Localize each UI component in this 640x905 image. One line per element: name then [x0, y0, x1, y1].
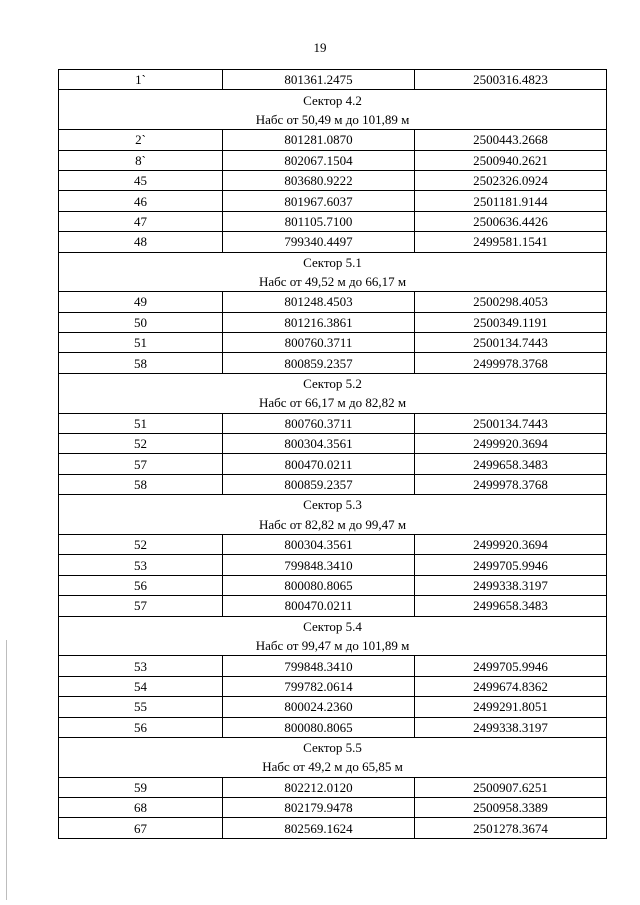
- y-coordinate-cell: 2499291.8051: [415, 697, 607, 717]
- point-number-cell: 50: [59, 312, 223, 332]
- x-coordinate-cell: 800304.3561: [223, 534, 415, 554]
- sector-range-row: [59, 757, 607, 777]
- sector-title-row: [59, 616, 607, 636]
- sector-range-row: [59, 110, 607, 130]
- point-number-cell: 47: [59, 211, 223, 231]
- x-coordinate-cell: 800470.0211: [223, 454, 415, 474]
- point-number-cell: 48: [59, 232, 223, 252]
- point-number-cell: 52: [59, 534, 223, 554]
- point-number-cell: 57: [59, 454, 223, 474]
- table-row: [59, 333, 607, 353]
- point-number-cell: 57: [59, 596, 223, 616]
- table-row: [59, 150, 607, 170]
- y-coordinate-cell: 2501181.9144: [415, 191, 607, 211]
- table-row: [59, 413, 607, 433]
- x-coordinate-cell: 801248.4503: [223, 292, 415, 312]
- scan-edge-line: [6, 640, 7, 900]
- x-coordinate-cell: 803680.9222: [223, 170, 415, 190]
- table-row: [59, 191, 607, 211]
- point-number-cell: 56: [59, 717, 223, 737]
- point-number-cell: 46: [59, 191, 223, 211]
- sector-title-row: [59, 90, 607, 110]
- point-number-cell: 68: [59, 798, 223, 818]
- point-number-cell: 2`: [59, 130, 223, 150]
- table-row: [59, 534, 607, 554]
- sector-title: Сектор 5.3: [59, 495, 607, 515]
- table-row: [59, 555, 607, 575]
- table-row: [59, 353, 607, 373]
- sector-height-range: Набс от 82,82 м до 99,47 м: [59, 515, 607, 535]
- x-coordinate-cell: 800080.8065: [223, 575, 415, 595]
- sector-range-row: [59, 393, 607, 413]
- point-number-cell: 67: [59, 818, 223, 838]
- x-coordinate-cell: 801216.3861: [223, 312, 415, 332]
- x-coordinate-cell: 799782.0614: [223, 676, 415, 696]
- x-coordinate-cell: 801281.0870: [223, 130, 415, 150]
- sector-range-row: [59, 636, 607, 656]
- x-coordinate-cell: 800024.2360: [223, 697, 415, 717]
- coordinates-table: [58, 69, 607, 839]
- y-coordinate-cell: 2500907.6251: [415, 777, 607, 797]
- y-coordinate-cell: 2499581.1541: [415, 232, 607, 252]
- table-row: [59, 818, 607, 838]
- table-row: [59, 717, 607, 737]
- x-coordinate-cell: 800859.2357: [223, 353, 415, 373]
- x-coordinate-cell: 800470.0211: [223, 596, 415, 616]
- table-row: [59, 656, 607, 676]
- y-coordinate-cell: 2500298.4053: [415, 292, 607, 312]
- point-number-cell: 1`: [59, 70, 223, 90]
- point-number-cell: 55: [59, 697, 223, 717]
- point-number-cell: 59: [59, 777, 223, 797]
- y-coordinate-cell: 2499920.3694: [415, 534, 607, 554]
- y-coordinate-cell: 2500958.3389: [415, 798, 607, 818]
- coordinates-table-body: [59, 70, 607, 839]
- table-row: [59, 170, 607, 190]
- point-number-cell: 52: [59, 434, 223, 454]
- y-coordinate-cell: 2500134.7443: [415, 333, 607, 353]
- x-coordinate-cell: 800859.2357: [223, 474, 415, 494]
- y-coordinate-cell: 2501278.3674: [415, 818, 607, 838]
- sector-title-row: [59, 252, 607, 272]
- y-coordinate-cell: 2500316.4823: [415, 70, 607, 90]
- x-coordinate-cell: 801967.6037: [223, 191, 415, 211]
- sector-title: Сектор 5.1: [59, 252, 607, 272]
- table-row: [59, 798, 607, 818]
- x-coordinate-cell: 800760.3711: [223, 333, 415, 353]
- y-coordinate-cell: 2499658.3483: [415, 454, 607, 474]
- x-coordinate-cell: 802569.1624: [223, 818, 415, 838]
- table-row: [59, 454, 607, 474]
- y-coordinate-cell: 2499658.3483: [415, 596, 607, 616]
- table-row: [59, 434, 607, 454]
- point-number-cell: 56: [59, 575, 223, 595]
- x-coordinate-cell: 802067.1504: [223, 150, 415, 170]
- sector-height-range: Набс от 50,49 м до 101,89 м: [59, 110, 607, 130]
- sector-title: Сектор 5.5: [59, 737, 607, 757]
- y-coordinate-cell: 2500443.2668: [415, 130, 607, 150]
- point-number-cell: 58: [59, 474, 223, 494]
- y-coordinate-cell: 2499978.3768: [415, 353, 607, 373]
- x-coordinate-cell: 801361.2475: [223, 70, 415, 90]
- table-row: [59, 777, 607, 797]
- sector-range-row: [59, 515, 607, 535]
- y-coordinate-cell: 2500349.1191: [415, 312, 607, 332]
- y-coordinate-cell: 2499705.9946: [415, 656, 607, 676]
- sector-height-range: Набс от 66,17 м до 82,82 м: [59, 393, 607, 413]
- table-row: [59, 292, 607, 312]
- point-number-cell: 54: [59, 676, 223, 696]
- table-row: [59, 70, 607, 90]
- table-row: [59, 676, 607, 696]
- y-coordinate-cell: 2499978.3768: [415, 474, 607, 494]
- sector-height-range: Набс от 49,2 м до 65,85 м: [59, 757, 607, 777]
- sector-height-range: Набс от 49,52 м до 66,17 м: [59, 272, 607, 292]
- table-row: [59, 697, 607, 717]
- table-row: [59, 232, 607, 252]
- x-coordinate-cell: 799848.3410: [223, 555, 415, 575]
- table-row: [59, 130, 607, 150]
- point-number-cell: 45: [59, 170, 223, 190]
- x-coordinate-cell: 800080.8065: [223, 717, 415, 737]
- y-coordinate-cell: 2499705.9946: [415, 555, 607, 575]
- sector-title-row: [59, 737, 607, 757]
- table-row: [59, 596, 607, 616]
- y-coordinate-cell: 2500636.4426: [415, 211, 607, 231]
- sector-title: Сектор 5.2: [59, 373, 607, 393]
- point-number-cell: 49: [59, 292, 223, 312]
- point-number-cell: 53: [59, 555, 223, 575]
- sector-title-row: [59, 495, 607, 515]
- x-coordinate-cell: 799340.4497: [223, 232, 415, 252]
- x-coordinate-cell: 802212.0120: [223, 777, 415, 797]
- y-coordinate-cell: 2499674.8362: [415, 676, 607, 696]
- x-coordinate-cell: 800760.3711: [223, 413, 415, 433]
- point-number-cell: 53: [59, 656, 223, 676]
- y-coordinate-cell: 2499338.3197: [415, 717, 607, 737]
- sector-title: Сектор 4.2: [59, 90, 607, 110]
- point-number-cell: 51: [59, 413, 223, 433]
- sector-height-range: Набс от 99,47 м до 101,89 м: [59, 636, 607, 656]
- y-coordinate-cell: 2502326.0924: [415, 170, 607, 190]
- y-coordinate-cell: 2500940.2621: [415, 150, 607, 170]
- point-number-cell: 58: [59, 353, 223, 373]
- table-row: [59, 474, 607, 494]
- point-number-cell: 8`: [59, 150, 223, 170]
- sector-range-row: [59, 272, 607, 292]
- x-coordinate-cell: 802179.9478: [223, 798, 415, 818]
- table-row: [59, 575, 607, 595]
- y-coordinate-cell: 2499920.3694: [415, 434, 607, 454]
- y-coordinate-cell: 2499338.3197: [415, 575, 607, 595]
- x-coordinate-cell: 800304.3561: [223, 434, 415, 454]
- sector-title: Сектор 5.4: [59, 616, 607, 636]
- page-number: 19: [313, 40, 327, 55]
- sector-title-row: [59, 373, 607, 393]
- x-coordinate-cell: 799848.3410: [223, 656, 415, 676]
- point-number-cell: 51: [59, 333, 223, 353]
- x-coordinate-cell: 801105.7100: [223, 211, 415, 231]
- y-coordinate-cell: 2500134.7443: [415, 413, 607, 433]
- table-row: [59, 211, 607, 231]
- table-row: [59, 312, 607, 332]
